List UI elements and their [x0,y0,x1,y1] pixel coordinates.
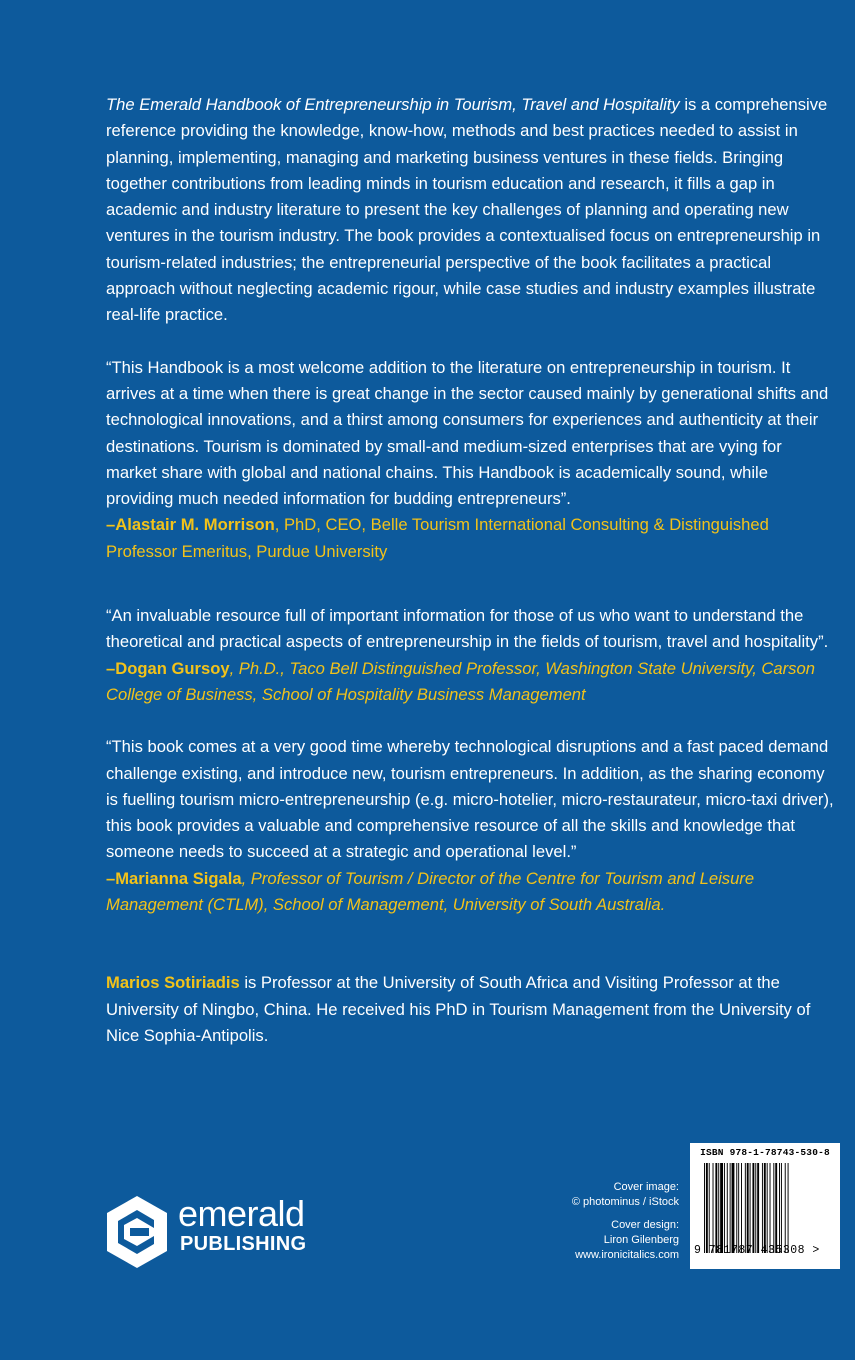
endorsement-quote-2: “An invaluable resource full of important information for those of us who want to understand the theoretical and practical aspects of entrepreneurship in the fields of tourism, travel and hospitality”. [106,606,829,652]
endorsement-attribution-3 [106,866,836,919]
endorser-affiliation-3: , Professor of Tourism / Director of the Centre for Tourism and Leisure Management (CTLM), School of Management, University of South Australia. [106,868,755,915]
publisher-name: emerald [178,1193,305,1234]
author-bio [106,970,836,1049]
author-name: Marios Sotiriadis [106,973,240,993]
endorser-name-1: –Alastair M. Morrison [106,515,275,535]
designer-website: www.ironicitalics.com [575,1249,679,1261]
cover-image-value: © photominus / iStock [571,1196,679,1208]
description-body: is a comprehensive reference providing the knowledge, know-how, methods and best practices needed to assist in planning, implementing, managing and marketing business ventures in these fields. Bringing together contributions from leading minds in tourism education and research, it fills a gap in academic and industry literature to present the key challenges of planning and operating new ventures in the tourism industry. The book provides a contextualised focus on entrepreneurship in tourism-related industries; the entrepreneurial perspective of the book facilitates a practical approach without neglecting academic rigour, while case studies and industry examples illustrate real-life practice. [106,95,828,325]
isbn-barcode [690,1143,840,1269]
book-title: The Emerald Handbook of Entrepreneurship in Tourism, Travel and Hospitality [106,95,680,114]
cover-credits [479,1180,679,1263]
endorsement-attribution-2 [106,656,836,709]
endorsement-quote-3: “This book comes at a very good time whereby technological disruptions and a fast paced demand challenge existing, and introduce new, tourism entrepreneurs. In addition, as the sharing economy is fuelling tourism micro-entrepreneurship (e.g. micro-hotelier, micro-restaurateur, micro-taxi driver), this book provides a valuable and comprehensive resource of all the skills and knowledge that someone needs to succeed at a strategic and operational level.” [106,737,834,862]
endorser-affiliation-1: , PhD, CEO, Belle Tourism International Consulting & Distinguished Professor Emeritus, Purdue University [106,515,769,561]
isbn-number: ISBN 978-1-78743-530-8 [700,1147,830,1158]
endorsement-quote-1: “This Handbook is a most welcome addition to the literature on entrepreneurship in tourism. It arrives at a time when there is great change in the sector caused mainly by generational shifts and technological innovations, and a thirst among consumers for experiences and authenticity at their destinations. Tourism is dominated by small-and medium-sized enterprises that are vying for market share with global and national chains. This Handbook is academically sound, while providing much needed information for budding entrepreneurs”. [106,357,829,509]
endorser-name-3: –Marianna Sigala [106,868,242,888]
cover-design-label: Cover design: [611,1219,679,1231]
cover-image-label: Cover image: [613,1181,679,1193]
endorser-affiliation-2: , Ph.D., Taco Bell Distinguished Professor, Washington State University, Carson College of Business, School of Hospitality Business Management [106,658,815,704]
book-description [106,92,836,329]
author-bio-text: is Professor at the University of South Africa and Visiting Professor at the University of Ningbo, China. He received his PhD in Tourism Management from the University of Nice Sophia-Antipolis. [106,973,811,1045]
back-cover-text [106,92,836,1049]
emerald-logo-icon [104,1194,170,1270]
endorsement-attribution-1 [106,512,836,565]
barcode-bars [704,1163,828,1253]
barcode-digits: 9 781787 435308 > [694,1244,820,1257]
publisher-subname: PUBLISHING [180,1233,307,1255]
publisher-logo [104,1194,344,1274]
cover-design-value: Liron Gilenberg [603,1234,679,1246]
endorser-name-2: –Dogan Gursoy [106,658,230,678]
